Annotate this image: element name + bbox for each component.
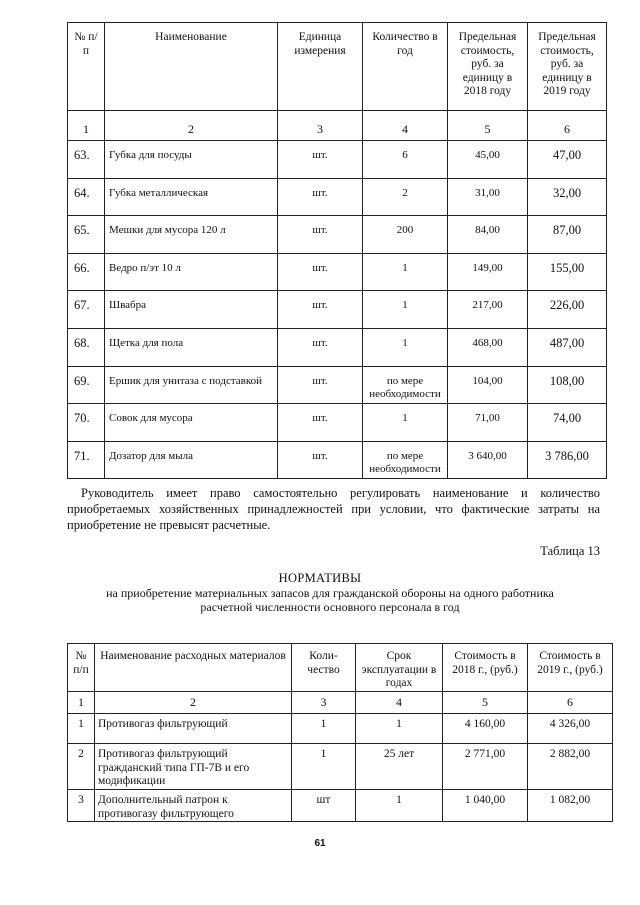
row-number: 69. xyxy=(68,366,105,404)
item-quantity: 2 xyxy=(363,178,448,216)
table-row xyxy=(68,253,607,291)
row-number: 66. xyxy=(68,253,105,291)
price-2018: 84,00 xyxy=(448,216,528,254)
table-row xyxy=(68,178,607,216)
table-row xyxy=(68,404,607,442)
col-header-cost-2018: Стоимость в 2018 г., (руб.) xyxy=(443,644,528,692)
col-number: 4 xyxy=(363,111,448,141)
row-number: 71. xyxy=(68,441,105,479)
price-2018: 149,00 xyxy=(448,253,528,291)
item-unit: шт. xyxy=(278,216,363,254)
table-row xyxy=(68,291,607,329)
table-row xyxy=(68,141,607,179)
item-quantity: 1 xyxy=(363,328,448,366)
col-header-cost-2019: Стоимость в 2019 г., (руб.) xyxy=(528,644,613,692)
col-number: 3 xyxy=(292,692,356,714)
row-number: 63. xyxy=(68,141,105,179)
item-quantity: шт xyxy=(292,790,356,822)
item-unit: шт. xyxy=(278,328,363,366)
supplies-price-table xyxy=(67,22,607,479)
price-2018: 45,00 xyxy=(448,141,528,179)
cost-2019: 1 082,00 xyxy=(528,790,613,822)
price-2019: 226,00 xyxy=(528,291,607,329)
price-2018: 71,00 xyxy=(448,404,528,442)
col-number: 2 xyxy=(105,111,278,141)
cost-2018: 4 160,00 xyxy=(443,714,528,744)
civil-defense-table xyxy=(67,643,613,822)
item-name: Ведро п/эт 10 л xyxy=(105,253,278,291)
table-header-row xyxy=(68,644,613,692)
cost-2018: 1 040,00 xyxy=(443,790,528,822)
col-number: 6 xyxy=(528,692,613,714)
item-unit: шт. xyxy=(278,366,363,404)
row-number: 68. xyxy=(68,328,105,366)
table-header-row xyxy=(68,23,607,111)
item-quantity: 1 xyxy=(363,404,448,442)
column-number-row xyxy=(68,111,607,141)
price-2019: 3 786,00 xyxy=(528,441,607,479)
price-2019: 87,00 xyxy=(528,216,607,254)
col-number: 1 xyxy=(68,111,105,141)
item-name: Швабра xyxy=(105,291,278,329)
col-header-name: Наименование расходных материалов xyxy=(95,644,292,692)
price-2019: 74,00 xyxy=(528,404,607,442)
col-header-quantity: Коли-чество xyxy=(292,644,356,692)
row-number: 64. xyxy=(68,178,105,216)
item-quantity: по мере необходимости xyxy=(363,441,448,479)
price-2019: 108,00 xyxy=(528,366,607,404)
price-2018: 3 640,00 xyxy=(448,441,528,479)
price-2019: 32,00 xyxy=(528,178,607,216)
col-header-price-2019: Предельная стоимость, руб. за единицу в 2019 году xyxy=(528,23,607,111)
row-number: 3 xyxy=(68,790,95,822)
col-header-name: Наименование xyxy=(105,23,278,111)
table-row xyxy=(68,714,613,744)
table-row xyxy=(68,328,607,366)
item-unit: шт. xyxy=(278,291,363,329)
col-number: 5 xyxy=(448,111,528,141)
cost-2019: 4 326,00 xyxy=(528,714,613,744)
row-number: 65. xyxy=(68,216,105,254)
price-2019: 47,00 xyxy=(528,141,607,179)
column-number-row xyxy=(68,692,613,714)
item-term: 1 xyxy=(356,790,443,822)
item-quantity: 1 xyxy=(292,714,356,744)
col-number: 2 xyxy=(95,692,292,714)
item-name: Щетка для пола xyxy=(105,328,278,366)
col-number: 1 xyxy=(68,692,95,714)
item-term: 25 лет xyxy=(356,744,443,790)
item-quantity: 1 xyxy=(292,744,356,790)
cost-2019: 2 882,00 xyxy=(528,744,613,790)
item-name: Губка для посуды xyxy=(105,141,278,179)
item-name: Противогаз фильтрующий гражданский типа ГП-7В и его модификации xyxy=(95,744,292,790)
price-2018: 217,00 xyxy=(448,291,528,329)
item-quantity: 1 xyxy=(363,253,448,291)
item-name: Дополнительный патрон к противогазу фильтрующего xyxy=(95,790,292,822)
price-2018: 31,00 xyxy=(448,178,528,216)
item-name: Совок для мусора xyxy=(105,404,278,442)
section-title: НОРМАТИВЫ xyxy=(278,571,362,585)
row-number: 1 xyxy=(68,714,95,744)
price-2018: 468,00 xyxy=(448,328,528,366)
price-2019: 487,00 xyxy=(528,328,607,366)
col-header-unit: Единица измерения xyxy=(278,23,363,111)
section-subtitle: на приобретение материальных запасов для гражданской обороны на одного работника расчетной численности основного персонала в год xyxy=(106,586,554,614)
item-name: Противогаз фильтрующий xyxy=(95,714,292,744)
col-header-quantity: Количество в год xyxy=(363,23,448,111)
col-number: 5 xyxy=(443,692,528,714)
item-term: 1 xyxy=(356,714,443,744)
item-name: Губка металлическая xyxy=(105,178,278,216)
page-number: 61 xyxy=(314,838,326,849)
table-row xyxy=(68,216,607,254)
item-unit: шт. xyxy=(278,178,363,216)
table-row xyxy=(68,790,613,822)
col-number: 3 xyxy=(278,111,363,141)
col-header-number: № п/п xyxy=(68,644,95,692)
table-row xyxy=(68,441,607,479)
col-header-price-2018: Предельная стоимость, руб. за единицу в 2018 году xyxy=(448,23,528,111)
row-number: 67. xyxy=(68,291,105,329)
item-quantity: 6 xyxy=(363,141,448,179)
table-row xyxy=(68,744,613,790)
item-quantity: по мере необходимости xyxy=(363,366,448,404)
col-header-term: Срок эксплуатации в годах xyxy=(356,644,443,692)
col-header-number: № п/п xyxy=(68,23,105,111)
item-name: Ершик для унитаза с подставкой xyxy=(105,366,278,404)
item-quantity: 1 xyxy=(363,291,448,329)
col-number: 6 xyxy=(528,111,607,141)
price-2019: 155,00 xyxy=(528,253,607,291)
row-number: 2 xyxy=(68,744,95,790)
item-unit: шт. xyxy=(278,441,363,479)
table-label: Таблица 13 xyxy=(540,544,600,558)
table-row xyxy=(68,366,607,404)
item-unit: шт. xyxy=(278,404,363,442)
item-name: Дозатор для мыла xyxy=(105,441,278,479)
row-number: 70. xyxy=(68,404,105,442)
col-number: 4 xyxy=(356,692,443,714)
price-2018: 104,00 xyxy=(448,366,528,404)
item-unit: шт. xyxy=(278,141,363,179)
cost-2018: 2 771,00 xyxy=(443,744,528,790)
item-quantity: 200 xyxy=(363,216,448,254)
item-name: Мешки для мусора 120 л xyxy=(105,216,278,254)
rights-paragraph: Руководитель имеет право самостоятельно регулировать наименование и количество приобретаемых хозяйственных принадлежностей при условии, что фактические затраты на приобретение не превысят расчетные. xyxy=(67,486,600,532)
item-unit: шт. xyxy=(278,253,363,291)
